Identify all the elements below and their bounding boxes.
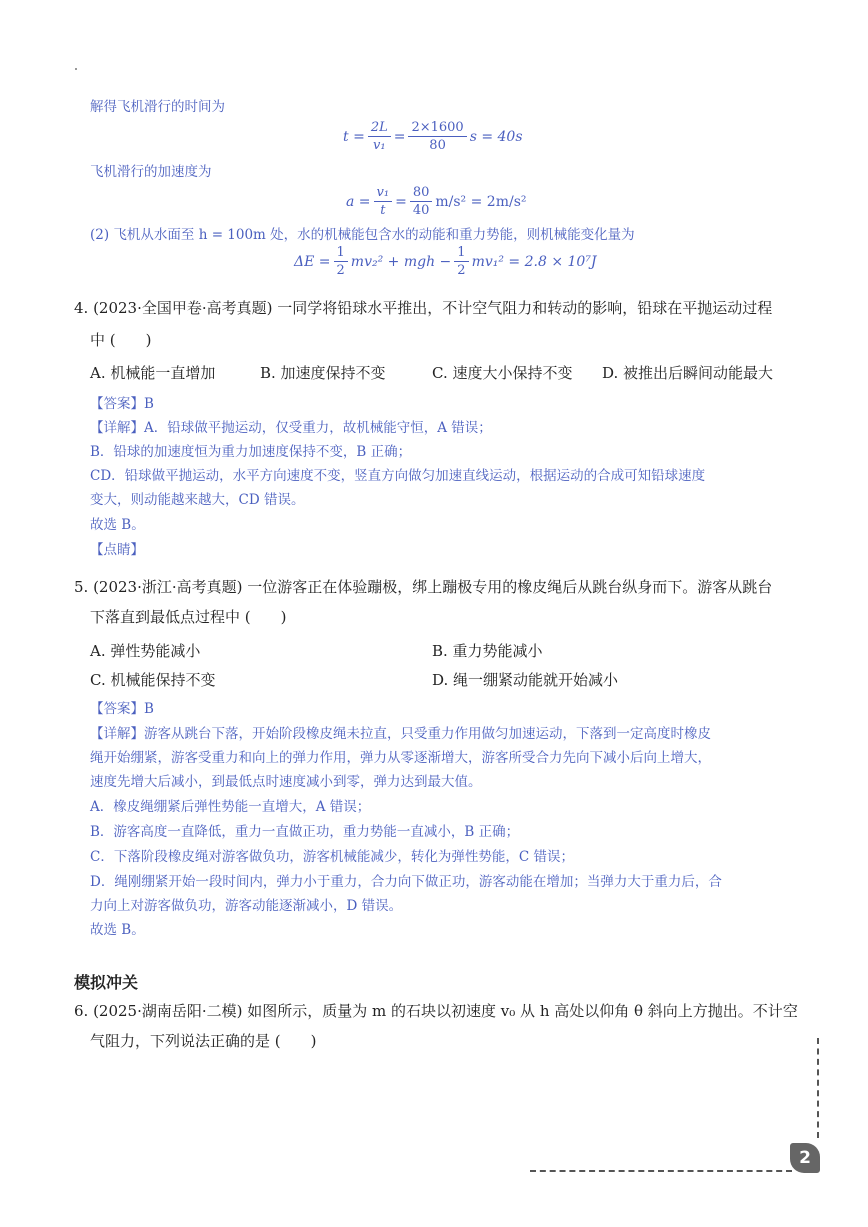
q4-answer: 【答案】B xyxy=(90,396,154,412)
q5-detail-9: 故选 B。 xyxy=(90,922,145,938)
solution-line-3: (2) 飞机从水面至 h = 100m 处，水的机械能包含水的动能和重力势能，则机械能变化量为 xyxy=(90,227,635,243)
page-border-vertical xyxy=(817,1038,819,1138)
page-border-horizontal xyxy=(530,1170,792,1172)
equation-energy: ΔE = $\frac{1}{2}$ mv₂² + mgh − $\frac{1}{2}$ mv₁² = 2.8 × 10⁷J xyxy=(294,245,597,278)
corner-dot xyxy=(75,68,77,70)
question-4-line-2: 中 ( ) xyxy=(90,331,152,349)
q4-detail-2: B．铅球的加速度恒为重力加速度保持不变，B 正确； xyxy=(90,444,412,460)
q4-option-b[interactable]: B. 加速度保持不变 xyxy=(260,364,386,382)
page-number: 2 xyxy=(790,1143,820,1173)
section-title: 模拟冲关 xyxy=(74,973,139,992)
q5-answer: 【答案】B xyxy=(90,701,154,717)
q5-option-b[interactable]: B. 重力势能减小 xyxy=(432,642,543,660)
q4-detail-5: 故选 B。 xyxy=(90,517,145,533)
q4-detail-4: 变大，则动能越来越大，CD 错误。 xyxy=(90,492,305,508)
q5-detail-3: 速度先增大后减小，到最低点时速度减小到零，弹力达到最大值。 xyxy=(90,774,482,790)
q5-detail-4: A．橡皮绳绷紧后弹性势能一直增大，A 错误； xyxy=(90,799,371,815)
q4-detail-1: 【详解】A．铅球做平抛运动，仅受重力，故机械能守恒，A 错误； xyxy=(90,420,492,436)
q5-detail-2: 绳开始绷紧，游客受重力和向上的弹力作用，弹力从零逐渐增大，游客所受合力先向下减小后向上增大， xyxy=(90,750,711,766)
q5-option-d[interactable]: D. 绳一绷紧动能就开始减小 xyxy=(432,671,619,689)
q5-detail-6: C．下落阶段橡皮绳对游客做负功，游客机械能减少，转化为弹性势能，C 错误； xyxy=(90,849,574,865)
q4-option-a[interactable]: A. 机械能一直增加 xyxy=(90,364,216,382)
q4-option-c[interactable]: C. 速度大小保持不变 xyxy=(432,364,573,382)
question-4-line-1: 4. (2023·全国甲卷·高考真题) 一同学将铅球水平推出，不计空气阻力和转动的影响，铅球在平抛运动过程 xyxy=(74,299,773,317)
q5-option-a[interactable]: A. 弹性势能减小 xyxy=(90,642,201,660)
question-5-line-2: 下落直到最低点过程中 ( ) xyxy=(90,608,287,626)
q4-option-d[interactable]: D. 被推出后瞬间动能最大 xyxy=(602,364,774,382)
solution-line-2: 飞机滑行的加速度为 xyxy=(90,164,212,180)
q4-detail-6: 【点睛】 xyxy=(90,542,144,558)
equation-time: t = $\frac{2L}{\text{v₁}}$ = $\frac{2\times 1600}{80}$ s = 40s xyxy=(343,120,523,153)
q4-detail-3: CD．铅球做平抛运动，水平方向速度不变，竖直方向做匀加速直线运动，根据运动的合成可知铅球速度 xyxy=(90,468,706,484)
question-6-line-2: 气阻力，下列说法正确的是 ( ) xyxy=(90,1032,317,1050)
q5-detail-7: D．绳刚绷紧开始一段时间内，弹力小于重力，合力向下做正功，游客动能在增加；当弹力大于重力后，合 xyxy=(90,874,722,890)
solution-line-1: 解得飞机滑行的时间为 xyxy=(90,99,225,115)
q5-detail-1: 【详解】游客从跳台下落，开始阶段橡皮绳未拉直，只受重力作用做匀加速运动，下落到一定高度时橡皮 xyxy=(90,726,711,742)
q5-detail-5: B．游客高度一直降低，重力一直做正功，重力势能一直减小，B 正确； xyxy=(90,824,520,840)
equation-acceleration: a = $\frac{\text{v₁}}{t}$ = $\frac{80}{40}$ m/s² = 2m/s² xyxy=(346,185,527,218)
q5-detail-8: 力向上对游客做负功，游客动能逐渐减小，D 错误。 xyxy=(90,898,403,914)
question-5-line-1: 5. (2023·浙江·高考真题) 一位游客正在体验蹦极，绑上蹦极专用的橡皮绳后从跳台纵身而下。游客从跳台 xyxy=(74,578,773,596)
q5-option-c[interactable]: C. 机械能保持不变 xyxy=(90,671,216,689)
question-6-line-1: 6. (2025·湖南岳阳·二模) 如图所示，质量为 m 的石块以初速度 v₀ 从 h 高处以仰角 θ 斜向上方抛出。不计空 xyxy=(74,1002,798,1020)
